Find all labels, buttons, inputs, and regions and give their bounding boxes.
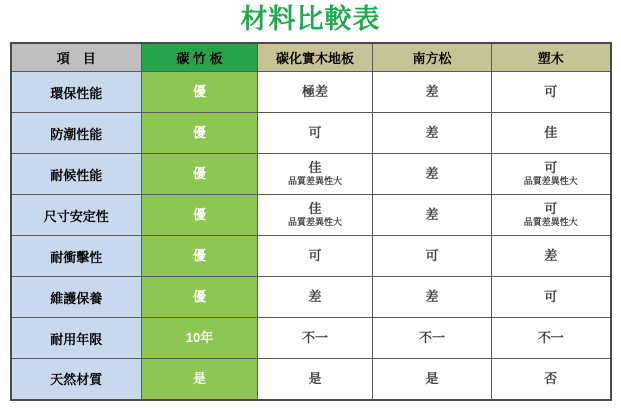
- row-label: 天然材質: [11, 359, 142, 400]
- bamboo-value-cell: [142, 359, 258, 400]
- cell-value: 可: [308, 125, 322, 141]
- cell-value: 佳: [308, 160, 322, 176]
- header-carbonized-wood-floor: 碳化實木地板: [258, 43, 373, 72]
- cell-value: 是: [308, 370, 322, 386]
- cell-value: 否: [544, 370, 558, 386]
- row-label: 防潮性能: [11, 113, 142, 154]
- bamboo-value-cell: [142, 154, 258, 195]
- value-cell: [492, 359, 611, 400]
- header-plastic-wood: 塑木: [492, 43, 611, 72]
- value-cell: [258, 113, 373, 154]
- value-cell: [258, 154, 373, 195]
- bamboo-value-cell: [142, 318, 258, 359]
- table-row: [11, 318, 611, 359]
- row-label: 耐用年限: [11, 318, 142, 359]
- value-cell: [258, 72, 373, 113]
- value-cell: [492, 195, 611, 236]
- value-cell: [373, 318, 492, 359]
- cell-note: 品質差異性大: [287, 176, 342, 187]
- value-cell: [373, 195, 492, 236]
- bamboo-value-cell: [142, 195, 258, 236]
- comparison-table: [10, 42, 612, 401]
- value-cell: [492, 72, 611, 113]
- bamboo-value-cell: [142, 236, 258, 277]
- row-label: 尺寸安定性: [11, 195, 142, 236]
- cell-value: 佳: [308, 201, 322, 217]
- cell-value: 優: [192, 207, 206, 223]
- value-cell: [373, 154, 492, 195]
- value-cell: [492, 113, 611, 154]
- cell-value: 差: [425, 207, 439, 223]
- row-label: 維護保養: [11, 277, 142, 318]
- cell-value: 優: [192, 84, 206, 100]
- row-label: 耐衝擊性: [11, 236, 142, 277]
- cell-value: 可: [544, 160, 558, 176]
- cell-value: 優: [192, 248, 206, 264]
- table-row: [11, 359, 611, 400]
- table-row: [11, 277, 611, 318]
- cell-value: 不一: [537, 330, 564, 346]
- cell-value: 極差: [301, 84, 328, 100]
- cell-value: 優: [192, 125, 206, 141]
- bamboo-value-cell: [142, 113, 258, 154]
- value-cell: [258, 277, 373, 318]
- cell-value: 差: [425, 125, 439, 141]
- value-cell: [373, 72, 492, 113]
- cell-value: 可: [544, 289, 558, 305]
- table-row: [11, 236, 611, 277]
- value-cell: [492, 236, 611, 277]
- value-cell: [492, 318, 611, 359]
- value-cell: [373, 236, 492, 277]
- cell-value: 佳: [544, 125, 558, 141]
- cell-value: 差: [308, 289, 322, 305]
- cell-value: 差: [425, 289, 439, 305]
- table-row: [11, 154, 611, 195]
- cell-note: 品質差異性大: [287, 217, 342, 228]
- cell-value: 10年: [185, 330, 214, 346]
- value-cell: [258, 195, 373, 236]
- bamboo-value-cell: [142, 277, 258, 318]
- bamboo-value-cell: [142, 72, 258, 113]
- row-label: 耐候性能: [11, 154, 142, 195]
- value-cell: [373, 359, 492, 400]
- header-southern-pine: 南方松: [373, 43, 492, 72]
- cell-note: 品質差異性大: [523, 176, 578, 187]
- value-cell: [492, 277, 611, 318]
- cell-value: 是: [425, 370, 439, 386]
- cell-value: 可: [544, 201, 558, 217]
- page-title: 材料比較表: [240, 4, 381, 34]
- cell-value: 可: [308, 248, 322, 264]
- cell-value: 優: [192, 166, 206, 182]
- value-cell: [258, 236, 373, 277]
- value-cell: [492, 154, 611, 195]
- header-row: [11, 43, 611, 72]
- header-item: 項 目: [11, 43, 142, 72]
- value-cell: [373, 277, 492, 318]
- table-row: [11, 195, 611, 236]
- row-label: 環保性能: [11, 72, 142, 113]
- cell-value: 差: [425, 166, 439, 182]
- value-cell: [373, 113, 492, 154]
- header-bamboo-board: 碳 竹 板: [142, 43, 258, 72]
- cell-value: 不一: [301, 330, 328, 346]
- cell-value: 差: [425, 84, 439, 100]
- value-cell: [258, 359, 373, 400]
- cell-value: 差: [544, 248, 558, 264]
- cell-note: 品質差異性大: [523, 217, 578, 228]
- cell-value: 不一: [418, 330, 445, 346]
- cell-value: 是: [192, 370, 206, 386]
- table-row: [11, 72, 611, 113]
- value-cell: [258, 318, 373, 359]
- cell-value: 優: [192, 289, 206, 305]
- table-row: [11, 113, 611, 154]
- cell-value: 可: [544, 84, 558, 100]
- cell-value: 可: [425, 248, 439, 264]
